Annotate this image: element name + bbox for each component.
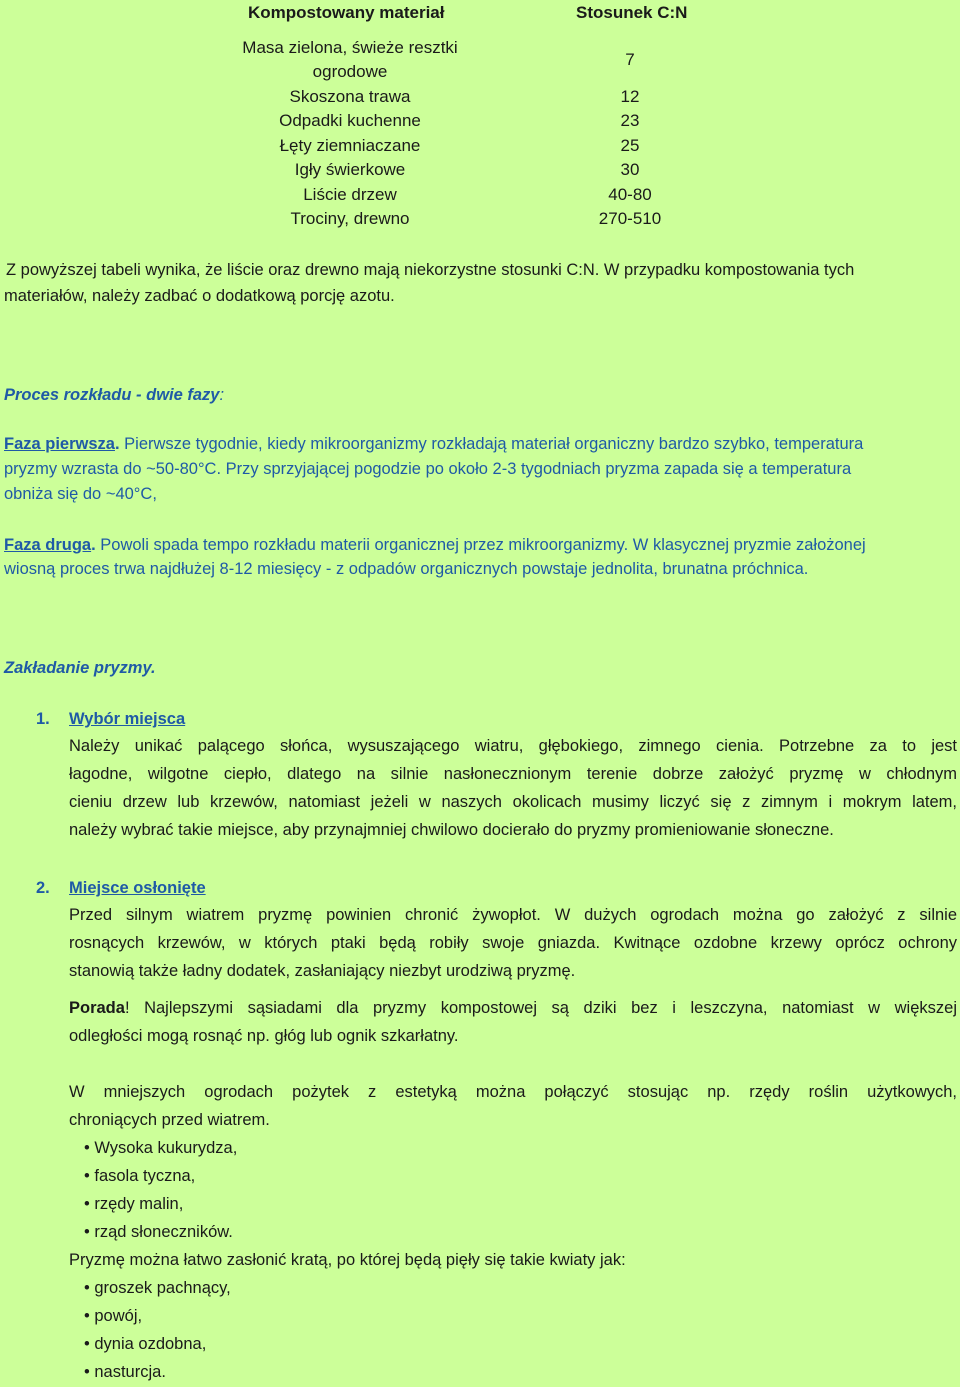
item2-title: Miejsce osłonięte [69, 879, 206, 897]
list-item: • dynia ozdobna, [84, 1335, 207, 1353]
item1-title: Wybór miejsca [69, 710, 186, 728]
table-cell-ratio: 7 [625, 50, 635, 69]
item2-text-line: rosnących krzewów, w których ptaki będą robiły swoje gniazda. Kwitnące ozdobne krzewy oprócz ochrony [69, 934, 957, 952]
phase2-label: Faza druga [4, 536, 92, 554]
phase2-line2: wiosną proces trwa najdłużej 8-12 miesięcy - z odpadów organicznych powstaje jednolita, brunatna próchnica. [4, 560, 809, 578]
small-gardens-line2: chroniących przed wiatrem. [69, 1111, 270, 1129]
item1-text-line: należy wybrać takie miejsce, aby przynajmniej chwilowo docierało do pryzmy promieniowanie słoneczne. [69, 821, 834, 839]
phase1-line1: Faza pierwsza. Pierwsze tygodnie, kiedy mikroorganizmy rozkładają materiał organiczny bardzo szybko, temperatura [4, 435, 864, 453]
item2-text-line: Przed silnym wiatrem pryzmę powinien chronić żywopłot. W dużych ogrodach można go założyć z silnie [69, 906, 957, 924]
item1-text-line: cieniu drzew lub krzewów, natomiast jeżeli w naszych okolicach musimy liczyć się z zimnym i mokrym latem, [69, 793, 957, 811]
item2-text-line: stanowią także ładny dodatek, zasłaniający niezbyt urodziwą pryzmę. [69, 962, 576, 980]
bullet-icon: • [84, 1195, 90, 1213]
item1-text-line: łagodne, wilgotne ciepło, dlatego na silnie nasłonecznionym terenie dobrze założyć pryzmę w chłodnym [69, 765, 957, 783]
table-cell-ratio: 270-510 [598, 209, 662, 228]
list-item: • powój, [84, 1307, 143, 1325]
process-heading: Proces rozkładu - dwie fazy: [4, 386, 225, 404]
table-cell-material: Trociny, drewno [290, 209, 410, 228]
phase2-line1: Faza druga. Powoli spada tempo rozkładu materii organicznej przez mikroorganizmy. W klasycznej pryzmie założonej [4, 536, 866, 554]
phase1-line3: obniża się do ~40°C, [4, 485, 157, 503]
summary-line: materiałów, należy zadbać o dodatkową porcję azotu. [4, 287, 395, 305]
table-cell-ratio: 12 [620, 87, 640, 106]
table-header-ratio: Stosunek C:N [576, 3, 688, 22]
setup-heading: Zakładanie pryzmy. [4, 659, 156, 677]
table-cell-material: Odpadki kuchenne [279, 111, 421, 130]
item1-number: 1. [36, 710, 50, 728]
bullet-icon: • [84, 1335, 90, 1353]
list-item: • groszek pachnący, [84, 1279, 231, 1297]
list-item: • fasola tyczna, [84, 1167, 196, 1185]
list-item: • Wysoka kukurydza, [84, 1139, 238, 1157]
bullet-icon: • [84, 1139, 90, 1157]
table-cell-material: Igły świerkowe [294, 160, 406, 179]
bullet-icon: • [84, 1279, 90, 1297]
table-cell-ratio: 40-80 [608, 185, 652, 204]
bullet-icon: • [84, 1307, 90, 1325]
table-cell-material: ogrodowe [312, 62, 388, 81]
list-item: • rzędy malin, [84, 1195, 184, 1213]
process-heading-text: Proces rozkładu - dwie fazy [4, 386, 220, 404]
lattice-intro: Pryzmę można łatwo zasłonić kratą, po której będą pięły się takie kwiaty jak: [69, 1251, 626, 1269]
table-cell-material: Skoszona trawa [289, 87, 411, 106]
list-item: • rząd słoneczników. [84, 1223, 233, 1241]
summary-line: Z powyższej tabeli wynika, że liście oraz drewno mają niekorzystne stosunki C:N. W przypadku kompostowania tych [6, 261, 855, 279]
table-cell-ratio: 25 [620, 136, 640, 155]
phase1-line2: pryzmy wzrasta do ~50-80°C. Przy sprzyjającej pogodzie po około 2-3 tygodniach pryzma zapada się a temperatura [4, 460, 852, 478]
table-cell-ratio: 23 [620, 111, 640, 130]
item1-text-line: Należy unikać palącego słońca, wysuszającego wiatru, głębokiego, zimnego cienia. Potrzebne za to jest [69, 737, 957, 755]
tip-line1: Porada! Najlepszymi sąsiadami dla pryzmy kompostowej są dziki bez i leszczyna, natomiast w większej [69, 999, 957, 1017]
table-cell-ratio: 30 [620, 160, 640, 179]
phase1-label: Faza pierwsza [4, 435, 115, 453]
bullet-icon: • [84, 1363, 90, 1381]
bullet-icon: • [84, 1167, 90, 1185]
table-cell-material: Masa zielona, świeże resztki [242, 38, 458, 57]
table-cell-material: Łęty ziemniaczane [279, 136, 421, 155]
tip-line2: odległości mogą rosnąć np. głóg lub ognik szkarłatny. [69, 1027, 459, 1045]
list-item: • nasturcja. [84, 1363, 166, 1381]
bullet-icon: • [84, 1223, 90, 1241]
table-cell-material: Liście drzew [303, 185, 397, 204]
item2-number: 2. [36, 879, 50, 897]
table-header-material: Kompostowany materiał [248, 3, 445, 22]
tip-label: Porada [69, 999, 125, 1017]
small-gardens-line1: W mniejszych ogrodach pożytek z estetyką można połączyć stosując np. rzędy roślin użytkowych, [69, 1083, 957, 1101]
